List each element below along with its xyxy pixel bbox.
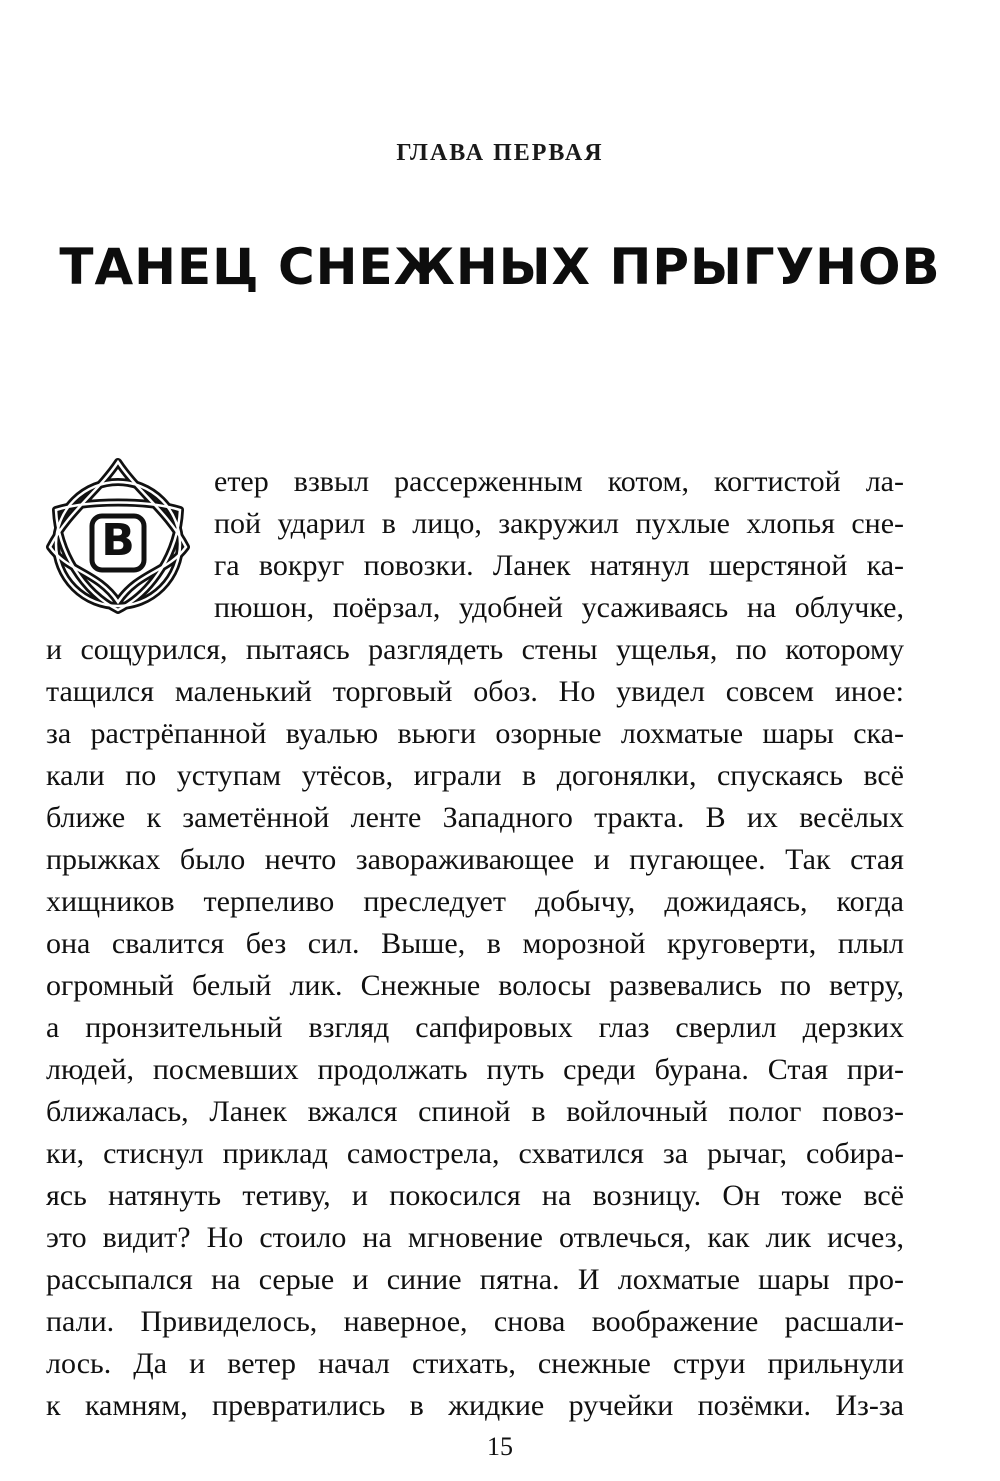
text-line: пюшон, поёрзал, удобней усаживаясь на облучке, — [214, 591, 904, 624]
text-line: ясь натянуть тетиву, и покосился на возницу. Он тоже всё — [46, 1179, 904, 1212]
text-line: и сощурился, пытаясь разглядеть стены ущелья, по которому — [46, 633, 904, 666]
chapter-label: ГЛАВА ПЕРВАЯ — [396, 140, 604, 166]
text-line: лось. Да и ветер начал стихать, снежные струи прильнули — [46, 1347, 904, 1380]
text-line: за растрёпанной вуалью вьюги озорные лохматые шары ска- — [46, 717, 904, 750]
text-line: к камням, превратились в жидкие ручейки позёмки. Из-за — [46, 1389, 904, 1422]
text-line: кали по уступам утёсов, играли в догонялки, спускаясь всё — [46, 759, 904, 792]
text-line: га вокруг повозки. Ланек натянул шерстяной ка- — [214, 549, 904, 582]
text-line: пой ударил в лицо, закружил пухлые хлопья сне- — [214, 507, 904, 540]
text-line: ближе к заметённой ленте Западного тракта. В их весёлых — [46, 801, 904, 834]
text-line: людей, посмевших продолжать путь среди бурана. Стая при- — [46, 1053, 904, 1086]
text-line: это видит? Но стоило на мгновение отвлечься, как лик исчез, — [46, 1221, 904, 1254]
text-line: рассыпался на серые и синие пятна. И лохматые шары про- — [46, 1263, 904, 1296]
text-line: она свалится без сил. Выше, в морозной круговерти, плыл — [46, 927, 904, 960]
chapter-title: ТАНЕЦ СНЕЖНЫХ ПРЫГУНОВ — [59, 238, 941, 296]
dropcap-letter: В — [101, 514, 135, 566]
page-number: 15 — [487, 1432, 513, 1461]
text-line: тащился маленький торговый обоз. Но увидел совсем иное: — [46, 675, 904, 708]
text-line: етер взвыл рассерженным котом, когтистой ла- — [214, 465, 904, 498]
text-line: огромный белый лик. Снежные волосы развевались по ветру, — [46, 969, 904, 1002]
text-line: прыжках было нечто завораживающее и пугающее. Так стая — [46, 843, 904, 876]
text-line: пали. Привиделось, наверное, снова воображение расшали- — [46, 1305, 904, 1338]
text-line: ближалась, Ланек вжался спиной в войлочный полог повоз- — [46, 1095, 904, 1128]
text-line: хищников терпеливо преследует добычу, дожидаясь, когда — [46, 885, 904, 918]
text-line: а пронзительный взгляд сапфировых глаз сверлил дерзких — [46, 1011, 904, 1044]
text-line: ки, стиснул приклад самострела, схватился за рычаг, собира- — [46, 1137, 904, 1170]
